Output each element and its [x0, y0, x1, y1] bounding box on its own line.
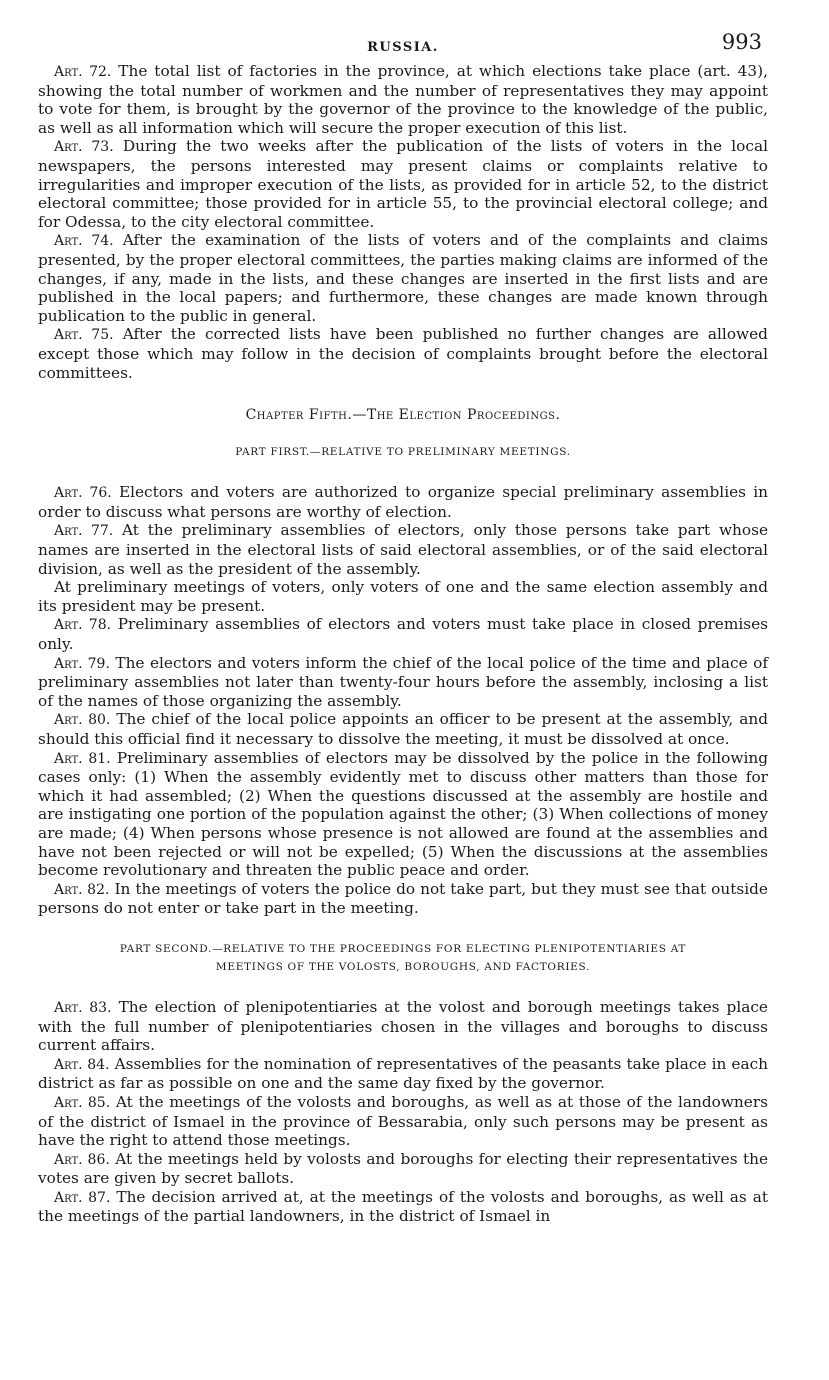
- article-text: The chief of the local police appoints an officer to be present at the assembly, and should this official find it necessary to dissolve the meeting, it must be dissolved at once.: [38, 710, 768, 748]
- article-label: Art. 79.: [54, 655, 110, 672]
- article-label: Art. 77.: [54, 523, 114, 540]
- chapter-heading: Chapter Fifth.—The Election Proceedings.: [245, 407, 561, 424]
- article-text: The election of plenipotentiaries at the volost and borough meetings takes place with the full number of plenipotentiaries chosen in the villages and boroughs to discuss current affairs.: [38, 997, 768, 1055]
- part-second-heading-line: PART SECOND.—RELATIVE TO THE PROCEEDINGS FOR ELECTING PLENIPOTENTIARIES AT: [119, 942, 687, 955]
- part-first-heading: PART FIRST.—RELATIVE TO PRELIMINARY MEETINGS.: [235, 445, 571, 458]
- running-header: [38, 28, 768, 62]
- article-label: Art. 82.: [54, 881, 110, 898]
- article-paragraph: [38, 325, 768, 382]
- article-paragraph: [38, 749, 768, 880]
- article-text: Preliminary assemblies of electors may be dissolved by the police in the following cases only: (1) When the assembly evidently met to discuss other matters than those for which it had assembled; (2) When the questions discussed at the assembly are hostile and are instigating one portion of the population against the other; (3) When collections of money are made; (4) When persons whose presence is not allowed are found at the assemblies and have not been rejected or will not be expelled; (5) When the discussions at the assemblies become revolutionary and threaten the public peace and order.: [38, 748, 768, 880]
- article-paragraph: [38, 654, 768, 711]
- article-label: Art. 74.: [54, 233, 114, 250]
- article-text: The electors and voters inform the chief of the local police of the time and place of preliminary assemblies not later than twenty-four hours before the assembly, inclosing a list of the names of those organizing the assembly.: [38, 653, 768, 710]
- article-text: At the preliminary assemblies of electors, only those persons take part whose names are inserted in the electoral lists of said electoral assemblies, or of the said electoral division, as well as the president of the assembly.: [38, 521, 769, 578]
- article-text: Electors and voters are authorized to organize special preliminary assemblies in order to discuss what persons are worthy of election.: [38, 483, 768, 521]
- article-text: In the meetings of voters the police do not take part, but they must see that outside persons do not enter or take part in the meeting.: [38, 879, 768, 918]
- article-label: Art. 75.: [54, 327, 114, 344]
- article-paragraph: [38, 578, 768, 615]
- article-label: Art. 84.: [54, 1056, 110, 1073]
- article-text: During the two weeks after the publication of the lists of voters in the local newspapers, the persons interested may present claims or complaints relative to irregularities and improper execution of the lists, as provided for in article 52, to the district electoral committee; those provided for in article 55, to the provincial electoral college; and for Odessa, to the city electoral committee.: [38, 137, 768, 231]
- article-paragraph: [38, 880, 768, 918]
- article-text: After the corrected lists have been published no further changes are allowed except those which may follow in the decision of complaints brought before the electoral committees.: [38, 325, 768, 382]
- article-label: Art. 72.: [54, 64, 112, 80]
- article-paragraph: [38, 1188, 768, 1226]
- article-label: Art. 85.: [54, 1094, 111, 1111]
- article-paragraph: [38, 231, 768, 325]
- article-paragraph: [38, 1150, 768, 1188]
- body-text: [38, 62, 768, 1226]
- article-label: Art. 87.: [54, 1189, 111, 1206]
- article-paragraph: [38, 62, 768, 137]
- article-paragraph: [38, 998, 768, 1055]
- running-title: RUSSIA.: [367, 40, 439, 55]
- article-label: Art. 73.: [54, 139, 114, 156]
- article-label: Art. 83.: [54, 999, 112, 1016]
- article-text: At the meetings of the volosts and boroughs, as well as at those of the landowners of the district of Ismael in the province of Bessarabia, only such persons may be present as have the right to attend those meetings.: [38, 1092, 768, 1150]
- article-paragraph: [38, 137, 768, 231]
- article-label: Art. 76.: [54, 485, 112, 502]
- article-paragraph: [38, 615, 768, 653]
- article-label: Art. 86.: [54, 1151, 110, 1168]
- article-paragraph: [38, 1093, 768, 1150]
- page-number: 993: [721, 30, 762, 54]
- part-second-heading-line: MEETINGS OF THE VOLOSTS, BOROUGHS, AND FACTORIES.: [215, 960, 591, 973]
- article-label: Art. 80.: [54, 712, 111, 729]
- article-text: At preliminary meetings of voters, only voters of one and the same election assembly and its president may be present.: [38, 578, 768, 615]
- document-page: [38, 28, 768, 1226]
- article-text: The total list of factories in the province, at which elections take place (art. 43), showing the total number of workmen and the number of representatives they may appoint to vote for them, is brought by the governor of the province to the knowledge of the public, as well as all information which will secure the proper execution of this list.: [38, 62, 768, 137]
- part-second-heading: [38, 940, 768, 976]
- article-paragraph: [38, 710, 768, 748]
- article-text: The decision arrived at, at the meetings of the volosts and boroughs, as well as at the meetings of the partial landowners, in the district of Ismael in: [38, 1187, 768, 1226]
- article-label: Art. 81.: [54, 750, 111, 767]
- article-paragraph: [38, 1055, 768, 1093]
- article-text: After the examination of the lists of voters and of the complaints and claims presented, by the proper electoral committees, the parties making claims are informed of the changes, if any, made in the lists, and these changes are inserted in the first lists and are published in the local papers; and furthermore, these changes are made known through publication to the public in general.: [38, 231, 768, 325]
- article-label: Art. 78.: [54, 617, 112, 634]
- article-text: At the meetings held by volosts and boroughs for electing their representatives the votes are given by secret ballots.: [38, 1149, 768, 1188]
- article-text: Preliminary assemblies of electors and voters must take place in closed premises only.: [38, 615, 768, 654]
- article-paragraph: [38, 521, 768, 578]
- article-paragraph: [38, 483, 768, 521]
- article-text: Assemblies for the nomination of representatives of the peasants take place in each district as far as possible on one and the same day fixed by the governor.: [38, 1054, 768, 1093]
